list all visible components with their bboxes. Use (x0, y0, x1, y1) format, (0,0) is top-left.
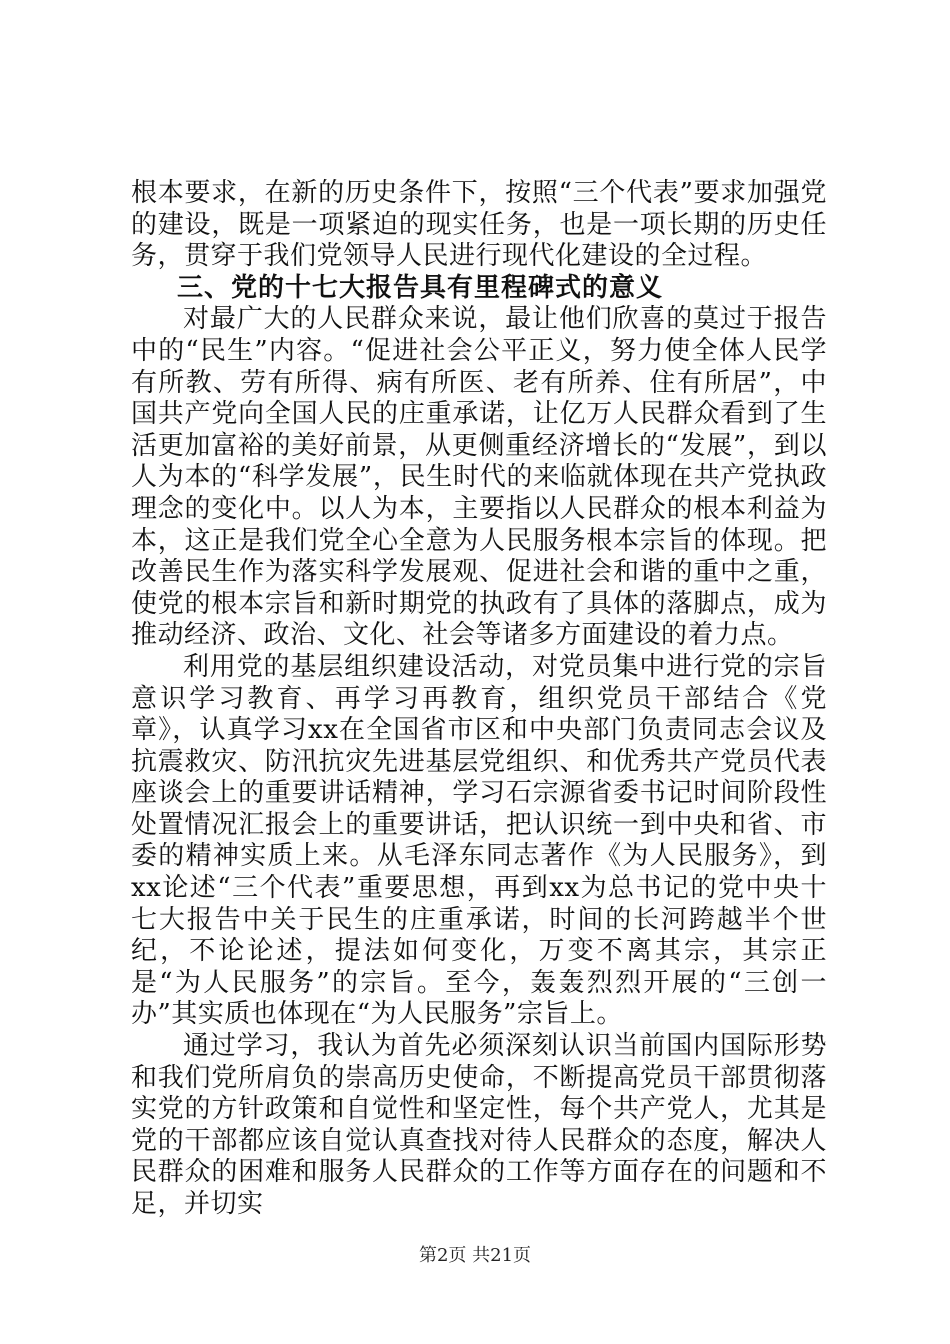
paragraph-minsheng: 对最广大的人民群众来说，最让他们欣喜的莫过于报告中的“民生”内容。“促进社会公平正义，努力使全体人民学有所教、劳有所得、病有所医、老有所养、住有所居”，中国共产党向全国人民的庄重承诺，让亿万人民群众看到了生活更加富裕的美好前景，从更侧重经济增长的“发展”，到以人为本的“科学发展”，民生时代的来临就体现在共产党执政理念的变化中。以人为本，主要指以人民群众的根本利益为本，这正是我们党全心全意为人民服务根本宗旨的体现。把改善民生作为落实科学发展观、促进社会和谐的重中之重，使党的根本宗旨和新时期党的执政有了具体的落脚点，成为推动经济、政治、文化、社会等诸多方面建设的着力点。 (131, 304, 827, 651)
paragraph-study: 利用党的基层组织建设活动，对党员集中进行党的宗旨意识学习教育、再学习再教育，组织党员干部结合《党章》，认真学习xx在全国省市区和中央部门负责同志会议及抗震救灾、防汛抗灾先进基层党组织、和优秀共产党员代表座谈会上的重要讲话精神，学习石宗源省委书记时间阶段性处置情况汇报会上的重要讲话，把认识统一到中央和省、市委的精神实质上来。从毛泽东同志著作《为人民服务》，到xx论述“三个代表”重要思想，再到xx为总书记的党中央十七大报告中关于民生的庄重承诺，时间的长河跨越半个世纪，不论论述，提法如何变化，万变不离其宗，其宗正是“为人民服务”的宗旨。至今，轰轰烈烈开展的“三创一办”其实质也体现在“为人民服务”宗旨上。 (131, 651, 827, 1030)
paragraph-reflection: 通过学习，我认为首先必须深刻认识当前国内国际形势和我们党所肩负的崇高历史使命，不断提高党员干部贯彻落实党的方针政策和自觉性和坚定性，每个共产党人，尤其是党的干部都应该自觉认真查找对待人民群众的态度，解决人民群众的困难和服务人民群众的工作等方面存在的问题和不足，并切实 (131, 1031, 827, 1219)
section-heading: 三、党的十七大报告具有里程碑式的意义 (177, 272, 664, 303)
page-number-footer: 第2页 共21页 (418, 1245, 532, 1266)
document-body (131, 178, 827, 1221)
paragraph-continuation: 根本要求，在新的历史条件下，按照“三个代表”要求加强党的建设，既是一项紧迫的现实任务，也是一项长期的历史任务，贯穿于我们党领导人民进行现代化建设的全过程。 (131, 178, 827, 272)
